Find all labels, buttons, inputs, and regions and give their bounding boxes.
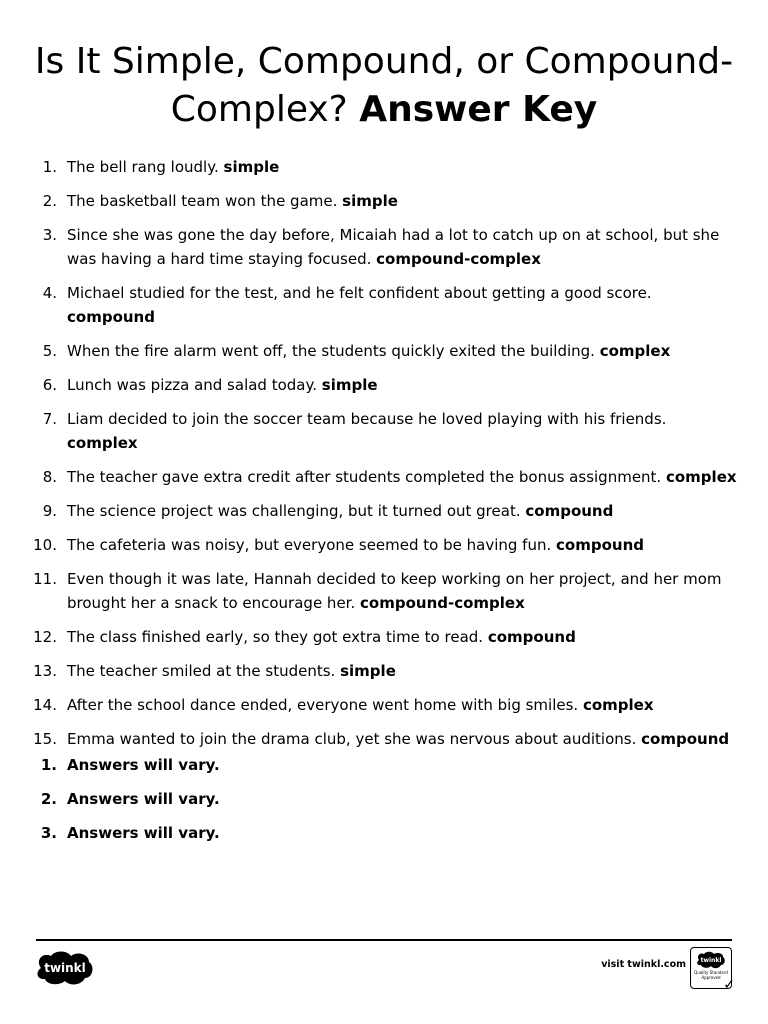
item-answer: simple	[223, 158, 280, 176]
item-answer: compound	[487, 628, 576, 646]
question-item	[0, 625, 740, 649]
question-item	[0, 499, 740, 523]
item-number: 13.	[33, 662, 57, 680]
item-answer: compound	[525, 502, 614, 520]
svg-text:twinkl: twinkl	[44, 961, 86, 975]
extension-item	[0, 821, 740, 845]
item-number: 11.	[33, 570, 57, 588]
question-item	[0, 223, 740, 271]
item-number: 3.	[42, 226, 57, 244]
item-number: 10.	[33, 536, 57, 554]
item-number: 2.	[40, 790, 57, 808]
badge-logo	[695, 951, 727, 969]
item-answer: simple	[340, 662, 396, 680]
item-answer: compound-complex	[360, 594, 525, 612]
item-text: Even though it was late, Hannah decided to keep working on her project, and her mom brought her a snack to encourage her.	[67, 570, 722, 612]
item-number: 9.	[42, 502, 57, 520]
item-answer: complex	[582, 696, 654, 714]
item-number: 6.	[42, 376, 57, 394]
item-text: Michael studied for the test, and he felt confident about getting a good score.	[67, 284, 652, 302]
item-text: Since she was gone the day before, Micaiah had a lot to catch up on at school, but she was having a hard time staying focused.	[67, 226, 720, 268]
item-text: Answers will vary.	[67, 756, 220, 774]
item-answer: complex	[67, 434, 138, 452]
item-text: The class finished early, so they got extra time to read.	[67, 628, 484, 646]
extension-list	[0, 753, 740, 855]
footer-divider	[36, 939, 732, 941]
item-text: The teacher gave extra credit after students completed the bonus assignment.	[67, 468, 662, 486]
item-text: Answers will vary.	[67, 824, 220, 842]
item-answer: compound	[641, 730, 730, 748]
twinkl-logo[interactable]	[33, 948, 97, 988]
question-item	[0, 373, 740, 397]
title-main: Is It Simple, Compound, or Compound-Complex?	[34, 41, 734, 130]
item-answer: complex	[665, 468, 737, 486]
question-item	[0, 189, 740, 213]
item-text: Lunch was pizza and salad today.	[67, 376, 317, 394]
checkmark-icon: ✓	[723, 977, 735, 993]
extension-item	[0, 787, 740, 811]
visit-link[interactable]: visit twinkl.com	[601, 959, 686, 970]
item-answer: complex	[599, 342, 671, 360]
title-answer-key: Answer Key	[359, 89, 598, 130]
question-item	[0, 281, 740, 329]
question-item	[0, 339, 740, 363]
item-number: 4.	[42, 284, 57, 302]
question-item	[0, 693, 740, 717]
item-answer: compound	[67, 308, 155, 326]
item-text: When the fire alarm went off, the students quickly exited the building.	[67, 342, 595, 360]
item-text: Emma wanted to join the drama club, yet she was nervous about auditions.	[67, 730, 637, 748]
page-title	[20, 38, 748, 134]
question-item	[0, 533, 740, 557]
item-text: Answers will vary.	[67, 790, 220, 808]
item-answer: compound-complex	[376, 250, 541, 268]
item-number: 1.	[42, 158, 57, 176]
quality-badge	[690, 947, 735, 993]
item-answer: simple	[321, 376, 378, 394]
item-text: The cafeteria was noisy, but everyone seemed to be having fun.	[67, 536, 552, 554]
question-item	[0, 155, 740, 179]
extension-item	[0, 753, 740, 777]
item-number: 1.	[40, 756, 57, 774]
question-item	[0, 727, 740, 751]
question-list	[0, 155, 740, 761]
item-number: 15.	[33, 730, 57, 748]
item-answer: compound	[556, 536, 644, 554]
item-text: The bell rang loudly.	[67, 158, 219, 176]
item-number: 2.	[42, 192, 57, 210]
item-number: 14.	[33, 696, 57, 714]
item-text: The science project was challenging, but it turned out great.	[67, 502, 521, 520]
badge-text: Quality Standard Approved	[694, 970, 728, 980]
item-number: 3.	[40, 824, 57, 842]
item-text: After the school dance ended, everyone went home with big smiles.	[67, 696, 579, 714]
item-number: 8.	[42, 468, 57, 486]
item-text: The teacher smiled at the students.	[67, 662, 336, 680]
question-item	[0, 567, 740, 615]
item-number: 5.	[42, 342, 57, 360]
question-item	[0, 659, 740, 683]
item-text: Liam decided to join the soccer team because he loved playing with his friends.	[67, 410, 667, 428]
svg-text:twinkl: twinkl	[700, 957, 722, 964]
item-number: 12.	[33, 628, 57, 646]
item-text: The basketball team won the game.	[67, 192, 338, 210]
question-item	[0, 465, 740, 489]
question-item	[0, 407, 740, 455]
item-answer: simple	[342, 192, 398, 210]
item-number: 7.	[42, 410, 57, 428]
